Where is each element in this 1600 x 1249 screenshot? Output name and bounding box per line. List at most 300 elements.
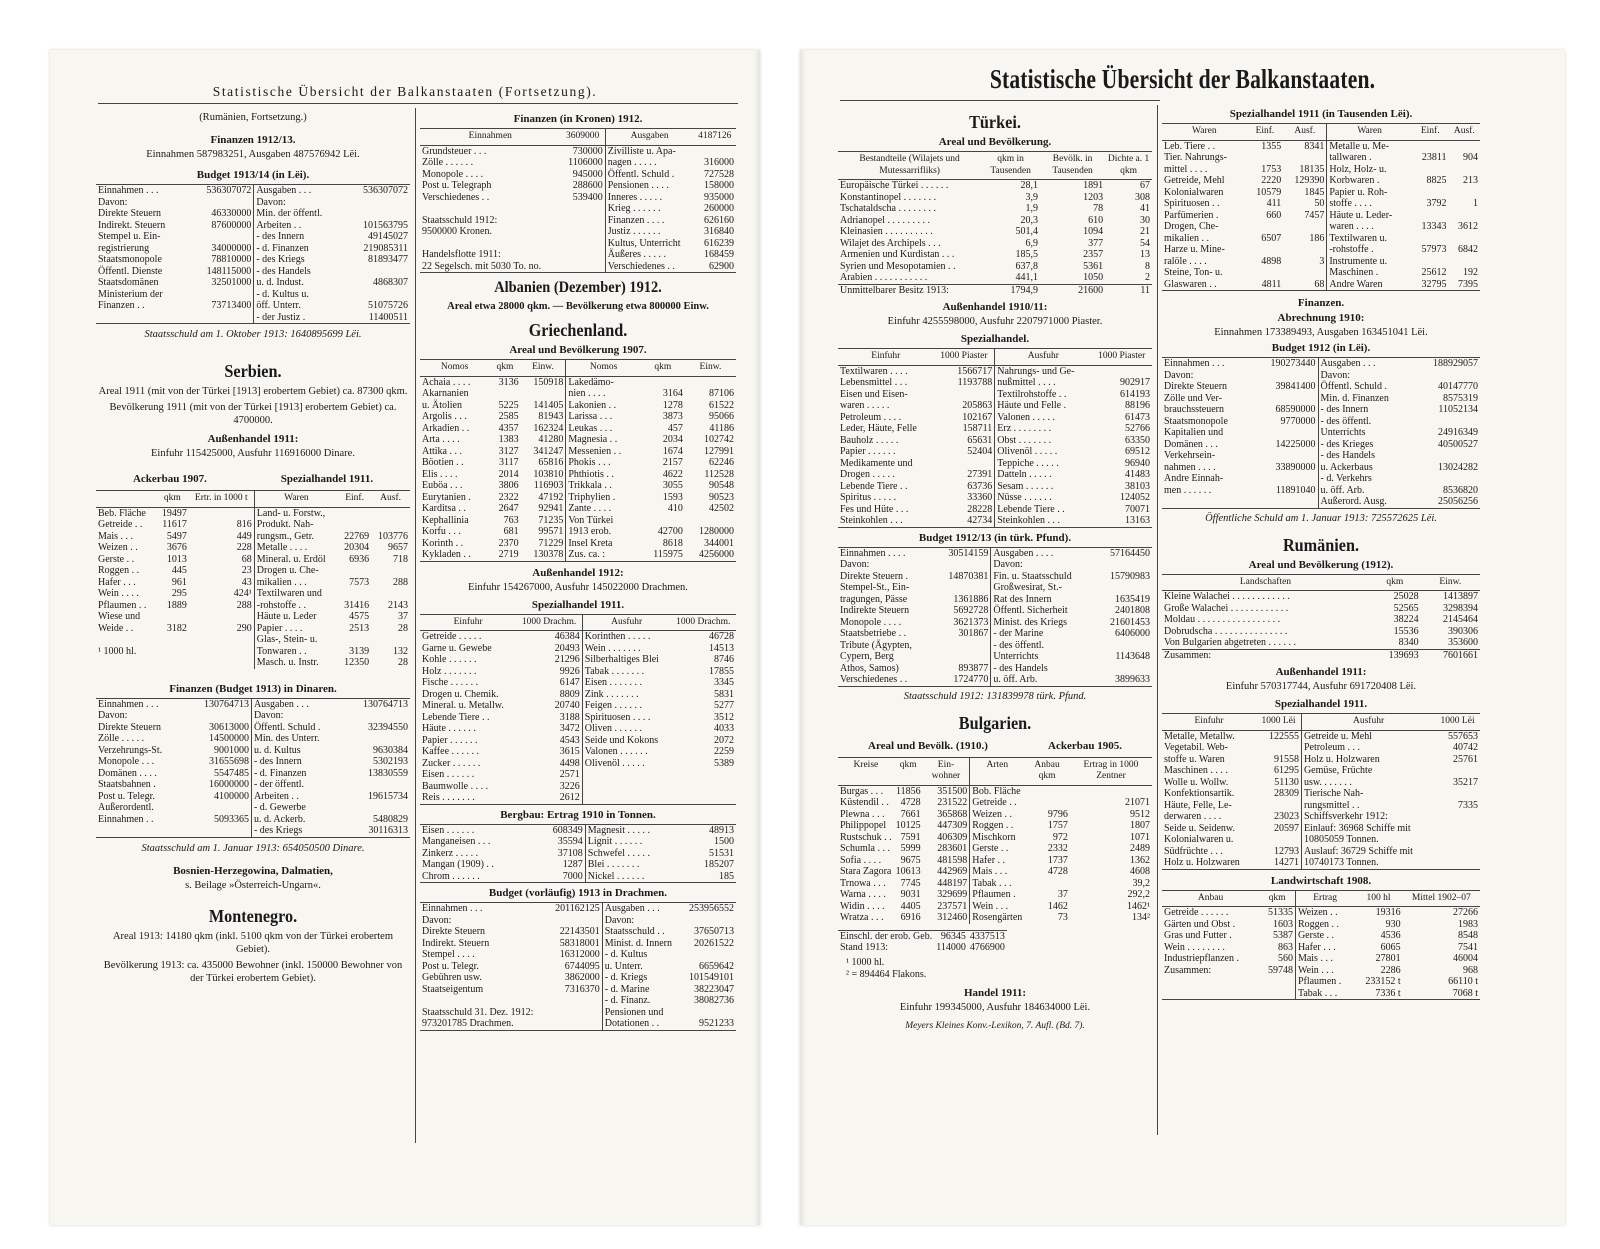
serbien-cell: Getreide . . [98, 519, 143, 530]
rumaenien-spezial-row [1162, 857, 1480, 869]
serbien-row [96, 611, 410, 623]
bulgarien-table [838, 757, 1152, 924]
griechenland-areal-cell: 1913 erob. [566, 526, 641, 538]
budget-1912-cell: 24916349 [1438, 427, 1478, 438]
tuerkei-budget-cell [1096, 582, 1152, 594]
tuerkei-areal-cell: Wilajet des Archipels . . . [840, 237, 941, 249]
spezial-1911-cell [1247, 152, 1284, 164]
bulgarien-cell: 481598 [937, 854, 968, 866]
griechenland-spezial-cell: 3512 [714, 711, 734, 723]
griechenland-areal-cell: 115975 [653, 549, 683, 560]
spezial-1911-cell [1247, 221, 1284, 233]
serbien-row [96, 600, 410, 612]
bulgarien-header-cell: Ein-wohner [923, 757, 970, 785]
spezial-1911-cell: Drogen, Che- [1164, 221, 1219, 232]
budget-1912-cell: 11052134 [1438, 404, 1478, 415]
tuerkei-areal-header-cell: Dichte a. 1 qkm [1105, 152, 1152, 180]
griechenland-budget-cell [548, 915, 602, 927]
spezial-1911-cell [1412, 256, 1449, 268]
griechenland-budget-row [420, 961, 736, 973]
spezial-1911-cell: 1753 [1261, 163, 1282, 175]
tuerkei-spezial-cell [934, 458, 995, 470]
griechenland-budget-cell: u. Unterr. [602, 961, 681, 973]
budget-1912-cell: nahmen . . . . [1164, 461, 1216, 473]
serbien-row [96, 577, 410, 589]
tuerkei-spezial-cell: Valonen . . . . . [995, 412, 1092, 424]
griechenland-areal-cell: Lakedämo- [566, 376, 641, 388]
serbien-cell [189, 646, 254, 658]
griechenland-spezial-cell: Papier . . . . . . [422, 734, 478, 746]
bulgarien-row [838, 866, 1152, 878]
griechenland-budget-row [420, 926, 736, 938]
tuerkei-areal-title: Areal und Bevölkerung. [938, 136, 1052, 148]
griechenland-spezial-row [420, 792, 736, 804]
spezial-1911-cell: 2220 [1261, 175, 1282, 186]
serbien-cell: Papier . . . . [254, 623, 338, 635]
tuerkei-areal-cell: 2357 [1083, 249, 1104, 260]
griechenland-spezial-cell [671, 769, 736, 781]
rumaenien-spezial-header-cell: 1000 Lëi [1435, 714, 1480, 731]
landwirtschaft-header-cell: 100 hl [1354, 890, 1402, 907]
rumaenien-spezial-cell: 25761 [1453, 753, 1478, 765]
griechenland-areal-cell: 3055 [662, 480, 683, 491]
landwirtschaft-cell: 968 [1463, 964, 1478, 976]
rumaenien-budget-cell: 101563795 [363, 219, 408, 231]
rumaenien-budget-cell [346, 289, 410, 301]
serbien-finanzen-cell: 14500000 [208, 733, 249, 744]
griechenland-spezial-cell: Kohle . . . . . . [422, 654, 477, 665]
rumaenien-areal-cell: 8340 [1398, 637, 1419, 648]
griechenland-areal-cell: 3806 [498, 480, 519, 491]
left-column [838, 105, 1152, 1190]
albanien-finanzen-cell: Krieg . . . . . . [605, 203, 693, 215]
landwirtschaft-cell: 560 [1277, 953, 1293, 964]
rumaenien-budget-cell: Ministerium der [98, 288, 163, 300]
rumaenien-spezial-cell: rungsmittel . . [1301, 800, 1435, 812]
bulgarien-cell: 406309 [937, 831, 968, 843]
bulgarien-extra-cell: Stand 1913: [840, 942, 889, 953]
spezial-1911-cell: 129390 [1294, 175, 1325, 186]
griechenland-areal-cell [641, 515, 685, 527]
landwirtschaft-table [1162, 890, 1480, 1001]
albanien-finanzen-cell: 1106000 [568, 157, 603, 168]
griechenland-areal-row [420, 492, 736, 504]
griechenland-budget-cell: 20261522 [694, 937, 734, 949]
budget-1912-row [1162, 462, 1480, 474]
griechenland-areal-header-row [420, 360, 736, 377]
bulgarien-cell [1024, 785, 1070, 797]
budget-1912-cell: Ausgaben . . . [1318, 358, 1415, 370]
spezial-1911-cell: 50 [1314, 198, 1325, 209]
griechenland-spezial-title: Spezialhandel 1911. [531, 598, 625, 611]
budget-1912-row [1162, 416, 1480, 428]
tuerkei-spezial-cell: Eisen und Eisen- [840, 388, 908, 400]
spezial-1911-cell: 1845 [1304, 186, 1325, 198]
griechenland-budget-cell: Staatseigentum [422, 983, 484, 995]
griechenland-budget-row [420, 915, 736, 927]
budget-1912-cell: 8575319 [1443, 392, 1478, 404]
tuerkei-areal-cell: Unmittelbarer Besitz 1913: [838, 284, 981, 296]
griechenland-budget-cell: 7316370 [564, 983, 600, 995]
rumaenien-areal-title: Areal und Bevölkerung (1912). [1248, 558, 1394, 571]
spezial-1911-cell: Maschinen . [1327, 267, 1412, 279]
griechenland-bergbau-row [420, 836, 736, 848]
spezial-1911-cell: 23811 [1421, 152, 1447, 163]
bulgarien-cell: Rustschuk . . [840, 831, 892, 843]
serbien-row [96, 554, 410, 566]
tuerkei-spezial-cell: 65631 [967, 434, 993, 446]
bulgarien-row [838, 878, 1152, 890]
griechenland-spezial-row [420, 677, 736, 689]
tuerkei-spezial-cell: Obst . . . . . . . [995, 435, 1092, 447]
rumaenien-spezial-cell: Maschinen . . . . [1164, 765, 1228, 776]
landwirtschaft-cell: 7336 t [1375, 987, 1401, 999]
tuerkei-areal-cell: 377 [1088, 237, 1104, 249]
tuerkei-areal-cell: Konstantinopel . . . . . . . [840, 191, 937, 203]
bulgarien-cell: Küstendil . . [840, 797, 889, 808]
rumaenien-budget-row [96, 312, 410, 324]
spezial-1911-header-cell: Waren [1162, 124, 1247, 141]
serbien-cell: 424¹ [233, 588, 252, 599]
rumaenien-budget-cell: Direkte Steuern [98, 208, 162, 219]
serbien-finanzen-title: Finanzen (Budget 1913) in Dinaren. [169, 682, 337, 695]
griechenland-areal-cell [521, 388, 566, 400]
tuerkei-spezial-row [838, 423, 1152, 435]
serbien-cell: Glas-, Stein- u. [254, 634, 338, 646]
spezial-1911-cell: Andre Waren [1327, 279, 1412, 291]
griechenland-spezial-cell: 2571 [559, 769, 580, 780]
serbien-finanzen-cell: 130764713 [363, 698, 408, 710]
tuerkei-spezial-cell: Steinkohlen . . . [995, 515, 1092, 527]
bulgarien-row [838, 820, 1152, 832]
serbien-cell: 3676 [166, 542, 187, 553]
tuerkei-areal-table [838, 151, 1152, 296]
rumaenien-budget-cell [189, 312, 254, 324]
spezial-1911-cell: 13343 [1421, 221, 1447, 232]
griechenland-areal-cell: 42502 [709, 503, 734, 514]
montenegro-areal: Areal 1913: 14180 qkm (inkl. 5100 qkm von der Türkei erobertem Gebiet). [112, 930, 394, 955]
landwirtschaft-cell: 19316 [1375, 907, 1401, 918]
bulgarien-row [838, 809, 1152, 821]
serbien-finanzen-cell: Einnahmen . . [98, 813, 154, 825]
rumaenien-budget-cell: Staatsmonopole [98, 254, 162, 265]
abrechnung-title: Abrechnung 1910: [1277, 312, 1365, 324]
tuerkei-areal-cell: Syrien und Mesopotamien . . [840, 260, 956, 272]
griechenland-areal-cell: 1278 [662, 399, 683, 411]
bulgarien-cell: Wein . . . [970, 901, 1025, 913]
serbien-cell [156, 657, 189, 669]
tuerkei-spezial-row [838, 389, 1152, 401]
serbien-cell [189, 634, 254, 646]
griechenland-spezial-cell: 46384 [554, 631, 580, 642]
rumaenien-budget-cell: Einnahmen . . . [98, 185, 159, 196]
spezial-1911-row [1162, 256, 1480, 268]
spezial-1911-cell: 1 [1473, 198, 1478, 209]
landwirtschaft-row [1162, 930, 1480, 942]
spezial-1911-cell: 68 [1314, 278, 1325, 290]
rumaenien-spezial-cell: Holz u. Holzwaren [1164, 857, 1240, 868]
serbien-finanzen-cell: 13830559 [368, 767, 408, 779]
griechenland-areal-cell: Achaia . . . . [422, 376, 471, 388]
rumaenien-spezial-cell [1256, 742, 1301, 754]
rumaenien-spezial-cell: 40742 [1453, 742, 1478, 753]
griechenland-areal-cell: Eurytanien . [422, 491, 471, 503]
tuerkei-areal-cell: 637,8 [1015, 260, 1038, 272]
rumaenien-budget-cell: 78810000 [211, 254, 252, 265]
main-title: Statistische Übersicht der Balkanstaaten. [989, 64, 1376, 94]
tuerkei-spezial-cell: Drogen . . . . . [840, 469, 895, 480]
bulgarien-cell: 9796 [1047, 808, 1068, 820]
griechenland-areal-cell: Von Türkei [566, 515, 641, 527]
tuerkei-spezial-cell: 205863 [962, 400, 993, 411]
griechenland-areal-cell: 2157 [662, 457, 683, 468]
serbien-cell: 7573 [349, 576, 370, 588]
serbien-finanzen-row [96, 768, 410, 780]
bulgarien-cell: Pflaumen . [970, 889, 1025, 901]
tuerkei-areal-row [838, 203, 1152, 215]
spezial-1911-cell [1247, 267, 1284, 279]
spezial-1911-cell: 32795 [1421, 278, 1447, 290]
serbien-cell [189, 507, 254, 519]
serbien-finanzen-cell: 5480829 [373, 813, 408, 825]
bulgarien-header-row [838, 757, 1152, 785]
tuerkei-areal-cell: 13 [1140, 249, 1150, 260]
rumaenien-areal-cell: 7601661 [1421, 649, 1480, 661]
landwirtschaft-header-cell: Ertrag [1295, 890, 1354, 907]
rumaenien-budget-cell: 87600000 [211, 219, 252, 231]
tuerkei-spezial-cell: Petroleum . . . . [840, 411, 902, 423]
rumaenien-budget-cell: 536307072 [206, 185, 252, 196]
landwirtschaft-title: Landwirtschaft 1908. [1270, 874, 1372, 887]
rumaenien-spezial-cell: Metalle, Metallw. [1164, 730, 1235, 742]
serbien-cell: Weizen . . [98, 542, 138, 553]
tuerkei-spezial-cell: 124052 [1120, 492, 1150, 503]
albanien-finanzen-cell [693, 145, 736, 157]
serbien-cell: Hafer . . . [98, 576, 136, 588]
rumaenien-finanzen-text: Einnahmen 587983251, Ausgaben 487576942 Lëi. [146, 149, 360, 160]
bulgarien-row [838, 912, 1152, 924]
griechenland-spezial-cell: Lebende Tiere . . [422, 711, 490, 723]
griechenland-spezial-header-cell: 1000 Drachm. [516, 614, 582, 631]
bulgarien-handel-title: Handel 1911: [963, 986, 1027, 999]
griechenland-budget-cell: 37650713 [694, 926, 734, 937]
serbien-cell: 816 [236, 519, 252, 530]
rumaenien-spezial-row [1162, 788, 1480, 800]
albanien-finanzen-row [420, 261, 736, 273]
tuerkei-budget-cell: 21601453 [1110, 616, 1150, 628]
griechenland-areal-title: Areal und Bevölkerung 1907. [509, 344, 647, 356]
bulgarien-cell [1024, 797, 1070, 809]
budget-1912-cell: Verkehrsein- [1164, 450, 1216, 461]
bulgarien-cell: 134² [1132, 912, 1150, 923]
bulgarien-cell: 1462 [1047, 900, 1068, 912]
griechenland-areal-cell: Messenien . . [566, 446, 641, 458]
serbien-cell [156, 646, 189, 658]
griechenland-areal-cell: Elis . . . . [422, 468, 458, 480]
spezial-1911-cell [1412, 187, 1449, 199]
rumaenien-budget-cell: Staatsdomänen [98, 277, 159, 288]
budget-1912-row [1162, 473, 1480, 485]
bulgarien-cell: Weizen . . [970, 809, 1025, 821]
griechenland-spezial-cell: Spirituosen . . . . [582, 712, 670, 724]
serbien-finanzen-row [96, 779, 410, 791]
rumaenien-budget-cell: - d. Finanzen [254, 243, 346, 255]
griechenland-areal-cell: Zus. ca. : [566, 549, 641, 561]
bulgarien-cell: 73 [1057, 912, 1068, 923]
rumaenien-spezial-cell: usw. . . . . . . [1301, 777, 1435, 789]
griechenland-areal-cell: Euböa . . . [422, 480, 463, 491]
griechenland-areal-cell: 2034 [662, 434, 683, 445]
serbien-row [96, 646, 410, 658]
serbien-cell: -rohstoffe . . [254, 600, 338, 612]
griechenland-areal-cell: Trikkala . . [566, 480, 641, 492]
serbien-cell: 20304 [344, 542, 370, 553]
bulgarien-cell: 6916 [900, 912, 921, 923]
spezial-1911-cell: Parfümerien . [1164, 209, 1219, 221]
header-rule [98, 103, 738, 104]
rumaenien-spezial-cell: 10740173 Tonnen. [1301, 857, 1435, 869]
serbien-finanzen-cell: 32394550 [368, 721, 408, 733]
tuerkei-areal-row [838, 215, 1152, 227]
griechenland-bergbau-cell: 185 [719, 870, 734, 882]
serbien-finanzen-cell: Davon: [251, 710, 345, 722]
budget-1912-row [1162, 393, 1480, 405]
griechenland-budget-cell [682, 915, 736, 927]
serbien-finanzen-row [96, 756, 410, 768]
griechenland-budget-row [420, 1018, 736, 1030]
serbien-cell: Beb. Fläche [98, 507, 146, 519]
tuerkei-spezial-cell: 52766 [1125, 423, 1150, 434]
tuerkei-areal-cell: 67 [1140, 180, 1150, 191]
serbien-row [96, 507, 410, 519]
spezial-1911-cell: 213 [1463, 175, 1478, 186]
tuerkei-areal-cell: 1094 [1083, 226, 1104, 237]
bulgarien-cell: 11856 [896, 785, 921, 797]
bulgarien-ackerbau-title: Ackerbau 1905. [1048, 739, 1122, 752]
tuerkei-spezial-row [838, 469, 1152, 481]
spezial-1911-cell: mikalien . . [1164, 232, 1209, 244]
tuerkei-spezial-cell: Spiritus . . . . . [840, 492, 897, 503]
serbien-finanzen-cell: Davon: [98, 710, 128, 721]
rumaenien-spezial-header-cell: 1000 Lëi [1256, 714, 1301, 731]
serbien-finanzen-row [96, 791, 410, 803]
column-rule [1157, 105, 1158, 1135]
tuerkei-spezial-cell: 70071 [1125, 503, 1150, 515]
bulgarien-cell [1024, 878, 1070, 890]
tuerkei-areal-cell: Armenien und Kurdistan . . . [840, 249, 955, 260]
rumaenien-budget-title: Budget 1913/14 (in Lëi). [196, 169, 310, 181]
griechenland-areal-cell: 90548 [709, 480, 734, 491]
rumaenien-areal-cell: Zusammen: [1162, 649, 1369, 661]
serbien-cell: Pflaumen . . [98, 599, 147, 611]
griechenland-areal-cell: Kykladen . . [422, 549, 471, 560]
tuerkei-budget-row [838, 571, 1152, 583]
spezial-1911-row [1162, 244, 1480, 256]
albanien-finanzen-cell: 22 Segelsch. mit 5030 To. no. [422, 260, 542, 272]
bulgarien-cell: 9512 [1130, 808, 1150, 820]
spezial-1911-cell: Spirituosen . . [1164, 198, 1220, 209]
tuerkei-budget-cell: 57164450 [1110, 547, 1150, 559]
serbien-cell: 4575 [349, 611, 370, 622]
serbien-finanzen-cell: - des Innern [251, 756, 345, 768]
albanien-finanzen-cell: Kultus, Unterricht [605, 238, 693, 250]
tuerkei-budget-row [838, 594, 1152, 606]
budget-1912-cell [1415, 370, 1480, 382]
griechenland-budget-cell: 22143501 [559, 926, 600, 937]
tuerkei-spezial-cell: 41483 [1125, 469, 1150, 480]
budget-1912-cell: 39841400 [1275, 381, 1316, 392]
right-page [800, 50, 1565, 1225]
serbien-cell: Land- u. Forstw., [254, 507, 338, 519]
rumaenien-areal-header-cell: Einw. [1421, 574, 1480, 591]
rumaenien-budget-cell: 32501000 [211, 277, 252, 288]
tuerkei-spezial-cell: 102167 [962, 411, 993, 423]
griechenland-areal-row [420, 480, 736, 492]
rumaenien-cont-heading: (Rumänien, Fortsetzung.) [199, 112, 307, 123]
serbien-cell: Metalle . . . . [254, 542, 338, 554]
albanien-finanzen-cell: 158000 [704, 180, 734, 191]
griechenland-spezial-row [420, 643, 736, 655]
budget-1912-cell: men . . . . . . [1164, 484, 1212, 496]
serbien-cell: 3139 [349, 645, 370, 657]
spezial-1911-cell: 192 [1463, 267, 1478, 278]
griechenland-areal-cell: 81943 [538, 411, 564, 422]
serbien-cell [338, 634, 371, 646]
serbien-cell: Wein . . . . [98, 588, 139, 599]
griechenland-budget-title: Budget (vorläufig) 1913 in Drachmen. [488, 887, 668, 899]
tuerkei-areal-cell: 11 [1105, 284, 1152, 296]
tuerkei-areal-header-cell: Bevölk. in Tausenden [1040, 152, 1105, 180]
serbien-schuld-text: Staatsschuld am 1. Januar 1913: 654050500 Dinare. [141, 842, 365, 854]
griechenland-areal-row [420, 549, 736, 561]
griechenland-areal-cell: Akarnanien [422, 388, 469, 399]
serbien-cell [371, 565, 410, 577]
griechenland-areal-cell: 1593 [662, 491, 683, 503]
rumaenien-spezial-cell [1435, 834, 1480, 846]
albanien-finanzen-cell: 616239 [704, 237, 734, 249]
griechenland-bergbau-cell: 7000 [562, 870, 583, 882]
footer-citation: Meyers Kleines Konv.-Lexikon, 7. Aufl. (Bd. 7). [905, 1020, 1085, 1031]
albanien-finanzen-row [420, 145, 736, 157]
griechenland-areal-cell: 344001 [704, 537, 734, 549]
rumaenien-budget-row [96, 220, 410, 232]
landwirtschaft-cell: Hafer . . . [1295, 942, 1354, 954]
rumaenien-areal-row [1162, 603, 1480, 615]
griechenland-areal-header-cell: Nomos [566, 360, 641, 377]
spezial-1911-cell: 904 [1463, 152, 1478, 163]
spezial-1911-cell: -rohstoffe . [1327, 244, 1412, 256]
spezial-1911-cell: 186 [1309, 232, 1325, 244]
griechenland-areal-row [420, 457, 736, 469]
rumaenien-spezial-row [1162, 846, 1480, 858]
albanien-finanzen-cell [420, 238, 561, 250]
spezial-1911-cell: waren . . . . [1327, 221, 1412, 233]
griechenland-areal-cell: 71235 [538, 514, 564, 526]
tuerkei-spezial-cell: Nahrungs- und Ge- [995, 365, 1092, 377]
albanien-finanzen-row [420, 192, 736, 204]
spezial-1911-cell [1449, 233, 1480, 245]
budget-1912-cell: 13024282 [1438, 461, 1478, 473]
rumaenien-aussenhandel-title: Außenhandel 1911: [1275, 666, 1367, 678]
rumaenien-spezial-cell [1435, 788, 1480, 800]
rumaenien-spezial-cell [1256, 800, 1301, 812]
bulgarien-row [838, 785, 1152, 797]
budget-1912-row [1162, 450, 1480, 462]
budget-1912-cell: Direkte Steuern [1164, 381, 1228, 392]
tuerkei-spezial-cell: nußmittel . . . . [995, 377, 1092, 389]
spezial-1911-row [1162, 279, 1480, 291]
griechenland-spezial-cell: Tabak . . . . . . . [582, 666, 670, 678]
